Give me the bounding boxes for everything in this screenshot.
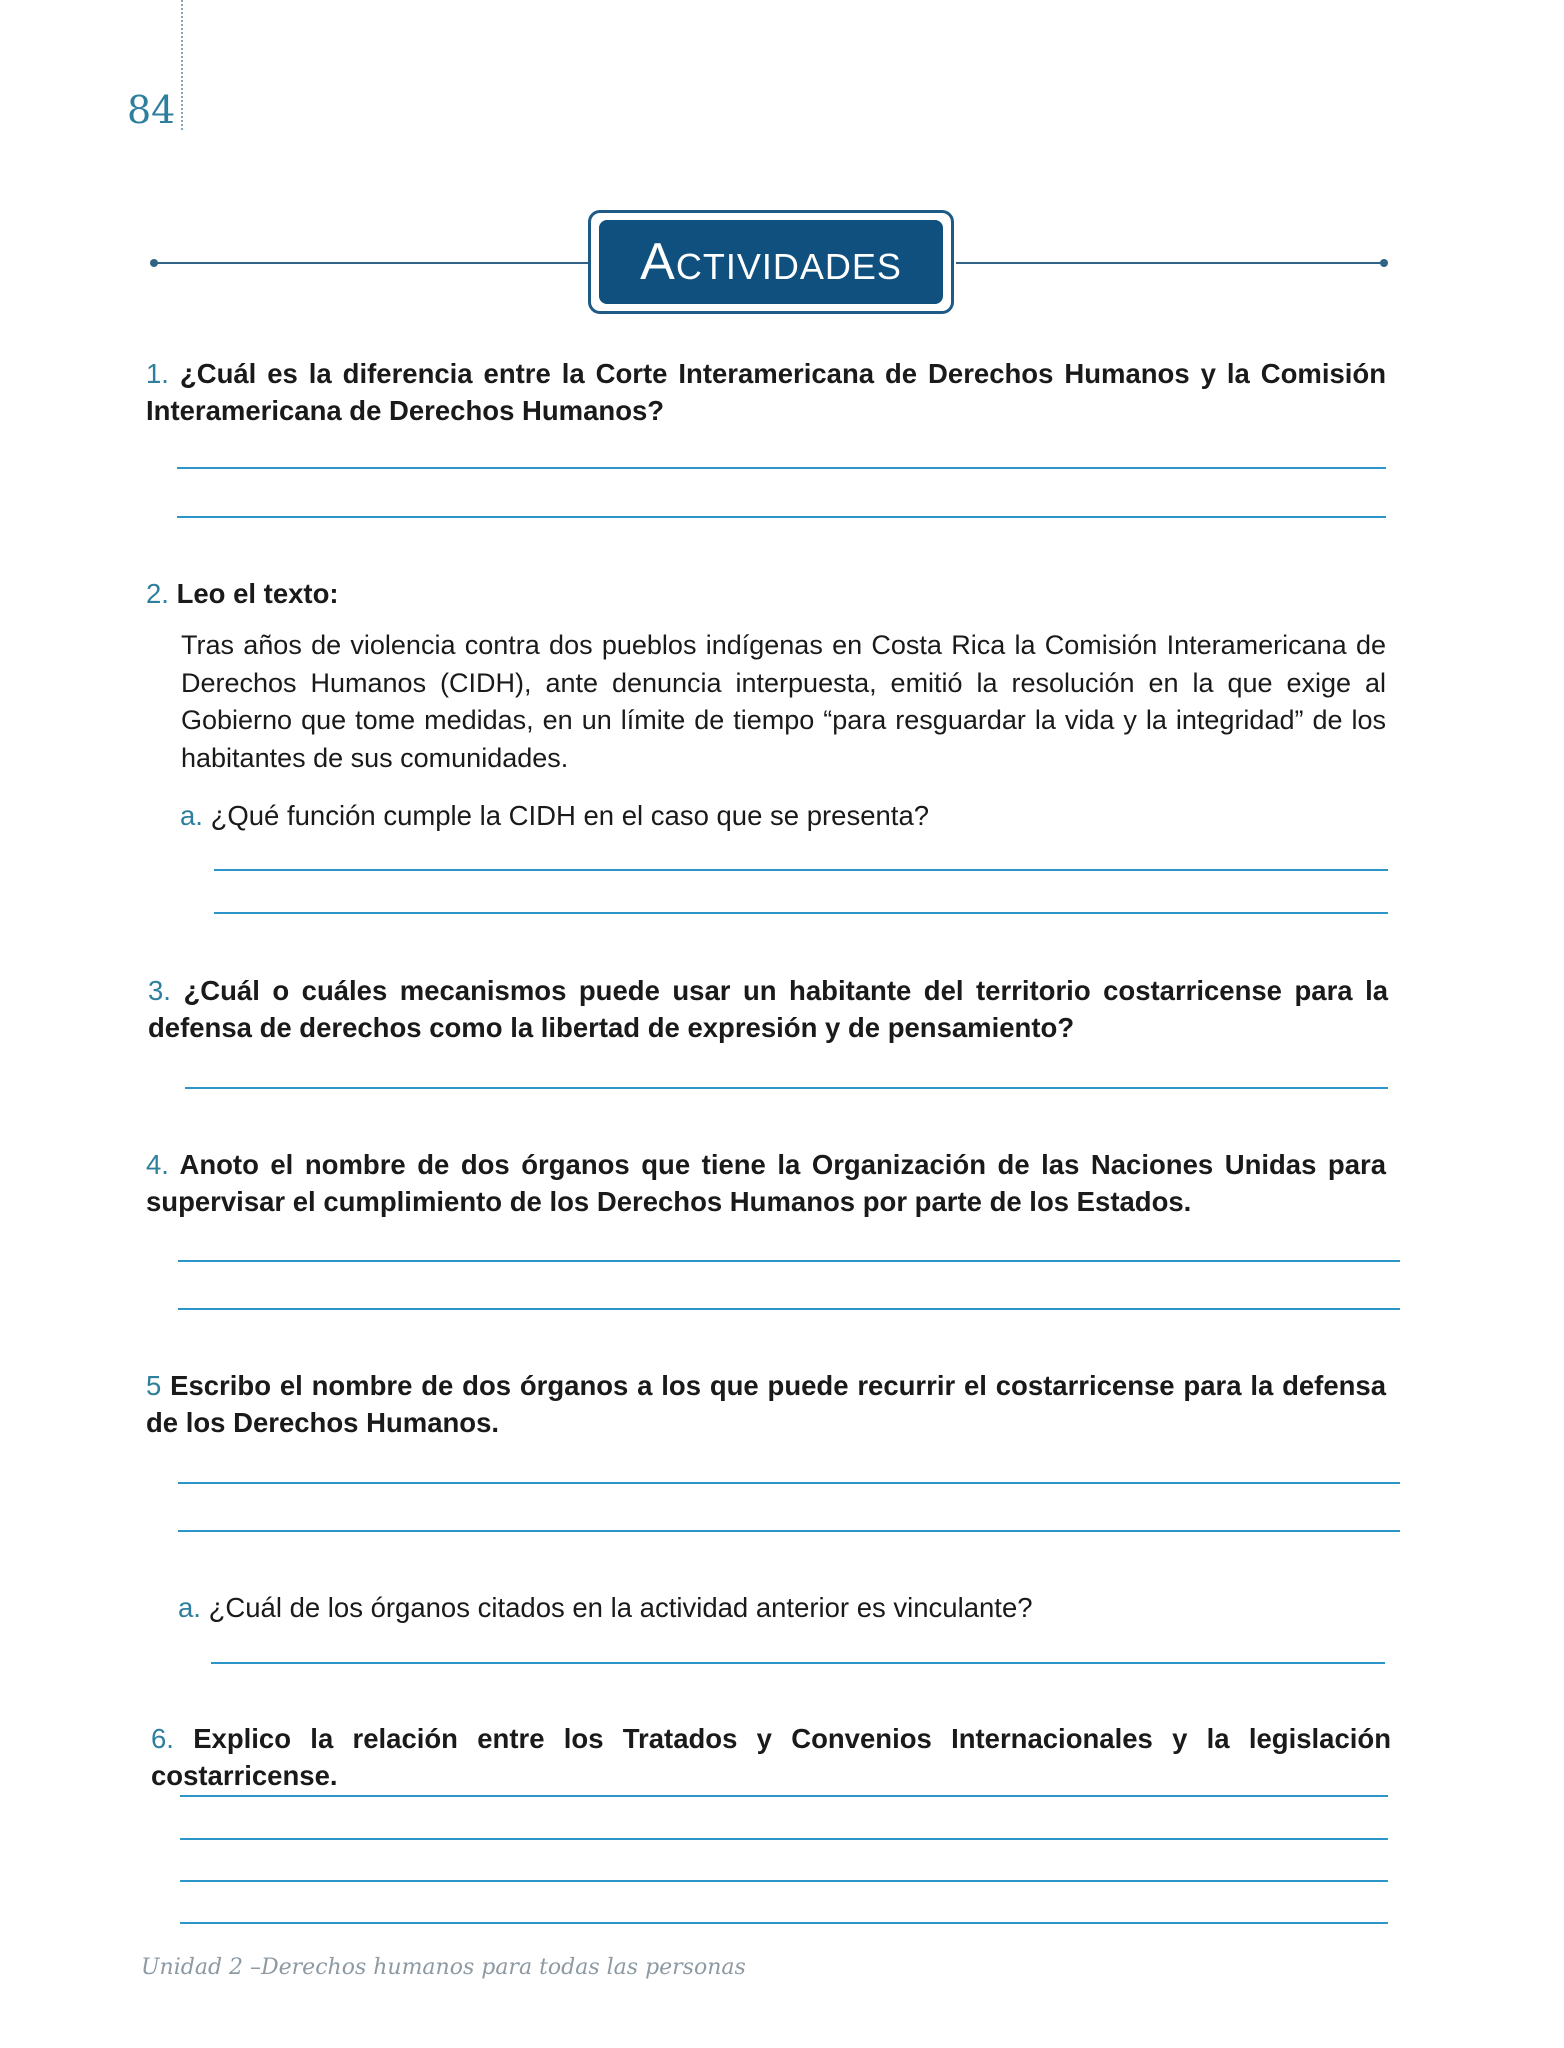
header-title: Actividades [640, 233, 902, 291]
margin-dotted-rule [181, 0, 183, 130]
question-1-number: 1. [146, 358, 169, 389]
question-2a [180, 797, 1386, 834]
question-4 [146, 1146, 1386, 1220]
question-2-number: 2. [146, 578, 169, 609]
answer-line-3[interactable] [185, 1087, 1388, 1089]
question-5 [146, 1367, 1386, 1441]
answer-line-1b[interactable] [177, 516, 1386, 518]
question-5-text: Escribo el nombre de dos órganos a los que puede recurrir el costarricense para la defensa de los Derechos Humanos. [146, 1370, 1387, 1438]
question-5a-letter: a. [178, 1592, 201, 1623]
page-number: 84 [127, 88, 176, 132]
answer-line-5a-sub[interactable] [211, 1662, 1385, 1664]
header-line-right [956, 262, 1384, 264]
question-6 [151, 1720, 1391, 1794]
header-banner [599, 220, 943, 304]
question-6-number: 6. [151, 1723, 174, 1754]
question-4-number: 4. [146, 1149, 169, 1180]
answer-line-2a-a[interactable] [214, 869, 1388, 871]
answer-line-4a[interactable] [178, 1260, 1400, 1262]
answer-line-6a[interactable] [180, 1795, 1388, 1797]
question-3 [148, 972, 1388, 1046]
answer-line-5b[interactable] [178, 1530, 1400, 1532]
question-2 [146, 575, 1386, 612]
question-5a-text: ¿Cuál de los órganos citados en la actividad anterior es vinculante? [208, 1592, 1033, 1623]
answer-line-6c[interactable] [180, 1880, 1388, 1882]
question-5-number: 5 [146, 1370, 162, 1401]
question-6-text: Explico la relación entre los Tratados y Convenios Internacionales y la legislación costarricense. [151, 1723, 1391, 1791]
question-4-text: Anoto el nombre de dos órganos que tiene la Organización de las Naciones Unidas para supervisar el cumplimiento de los Derechos Humanos por parte de los Estados. [146, 1149, 1386, 1217]
question-2-text: Leo el texto: [176, 578, 339, 609]
header-dot-right [1380, 259, 1388, 267]
question-1 [146, 355, 1386, 429]
answer-line-1a[interactable] [177, 467, 1386, 469]
answer-line-6d[interactable] [180, 1922, 1388, 1924]
reading-passage: Tras años de violencia contra dos pueblos indígenas en Costa Rica la Comisión Interamericana de Derechos Humanos (CIDH), ante denuncia interpuesta, emitió la resolución en la que exige al Gobierno que tome medidas, en un límite de tiempo “para resguardar la vida y la integridad” de los habitantes de sus comunidades. [181, 630, 1386, 773]
question-2a-text: ¿Qué función cumple la CIDH en el caso que se presenta? [210, 800, 930, 831]
question-2a-letter: a. [180, 800, 203, 831]
answer-line-6b[interactable] [180, 1838, 1388, 1840]
answer-line-2a-b[interactable] [214, 912, 1388, 914]
question-5a [178, 1589, 1386, 1626]
question-3-text: ¿Cuál o cuáles mecanismos puede usar un habitante del territorio costarricense para la defensa de derechos como la libertad de expresión y de pensamiento? [148, 975, 1388, 1043]
footer-unit-title: Unidad 2 –Derechos humanos para todas las personas [141, 1955, 746, 1980]
question-1-text: ¿Cuál es la diferencia entre la Corte Interamericana de Derechos Humanos y la Comisión Interamericana de Derechos Humanos? [146, 358, 1387, 426]
header-line-left [154, 262, 590, 264]
question-3-number: 3. [148, 975, 171, 1006]
answer-line-5a[interactable] [178, 1482, 1400, 1484]
answer-line-4b[interactable] [178, 1308, 1400, 1310]
